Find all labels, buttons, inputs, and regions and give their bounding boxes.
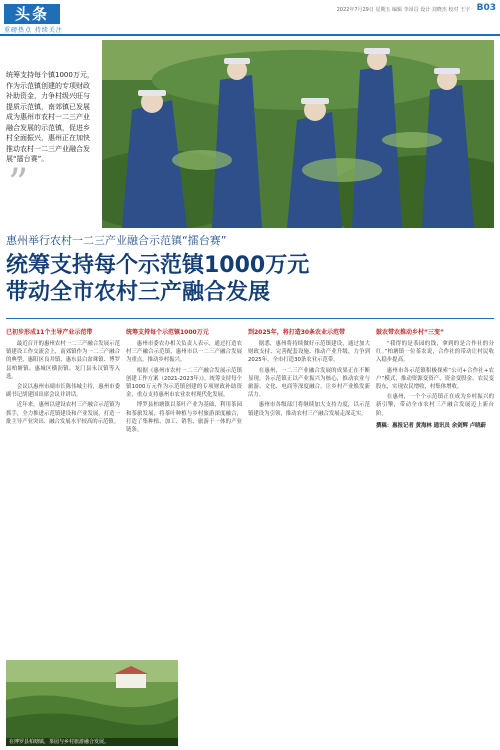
col4-paragraph: 在惠州，一个个示范镇正在成为乡村振兴的新引擎，带动全市农村三产融合发展迈上新台阶。	[376, 394, 494, 417]
col4-subhead: 鼓农带农推动乡村“三变”	[376, 329, 444, 336]
tea-pickers-photo	[102, 40, 494, 228]
col1-subhead: 已初步形成11个主导产业示范带	[6, 329, 93, 336]
lead-photo	[102, 40, 494, 228]
col4-paragraph: 惠州市各示范镇积极探索“公司+合作社+农户”模式，推动资源变资产、资金变股金、农民变股东，实现农民增收、村集体增收。	[376, 367, 494, 391]
column-1	[6, 326, 120, 654]
quote-mark-icon: ”	[8, 161, 29, 207]
col3-paragraph: 在惠州，一二三产业融合发展的成果正在不断显现。各示范镇正以产业振兴为核心，推动农业与旅游、文化、电商等深度融合，让乡村产业焕发新活力。	[248, 367, 370, 399]
col2-paragraph: 根据《惠州市农村一二三产融合发展示范镇创建工作方案（2021-2023年）》，统筹支持每个镇1000万元作为示范镇创建的专项财政补助资金，重点支持惠州市农业农村现代化发展。	[126, 367, 242, 399]
col2-paragraph: 惠州市委农办相关负责人表示，通过打造农村三产融合示范镇，惠州市以一二三产融合发展为重点，推动乡村振兴。	[126, 341, 242, 364]
column-3	[248, 326, 370, 746]
page-number: B03	[476, 3, 496, 13]
masthead-rule	[0, 34, 500, 36]
headline-line-2: 带动全市农村三产融合发展	[6, 280, 271, 305]
column-4	[376, 326, 494, 746]
headline-line-1: 统筹支持每个示范镇1000万元	[6, 253, 310, 278]
masthead	[0, 0, 500, 36]
inset-caption: 在博罗县柏塘镇，茶园与乡村旅游融合发展。	[6, 738, 178, 746]
headline-rule	[6, 318, 494, 319]
pull-quote-text: 统筹支持每个镇1000万元，作为示范镇创建的专项财政补助资金，力争村级兴旺与提质示范镇，南郊镇已发展成为惠州市农村一二三产业融合发展的示范镇，促进乡村全面振兴，惠州正在加快推动农村一二三产业融合发展“擂台赛”。	[6, 71, 94, 163]
col2-subhead: 统筹支持每个示范镇1000万元	[126, 329, 209, 336]
byline: 撰稿：惠报记者 黄海林 通讯员 余剑辉 卢晓蔚	[376, 422, 486, 429]
col2-paragraph: 博罗县柏塘镇以茶叶产业为基础，利用茶园和茶旅发展，将茶叶种植与乡村旅游深度融合，打造了集种植、加工、销售、旅游于一体的产业链条。	[126, 402, 242, 434]
tea-garden-photo	[6, 660, 178, 746]
col1-paragraph: 近年来，惠州以建设农村三产融合示范镇为抓手，全力推进示范镇建设和产业发展，打造一批主导产业突出、融合发展水平较高的示范镇。	[6, 402, 120, 425]
article-headline	[6, 252, 486, 306]
col1-paragraph: 最近召开的惠州农村一二三产融合发展示范镇建设工作交流会上，南郊镇作为一二三产融合的典型，惠阳区良井镇、惠东县白盆珠镇、博罗县柏塘镇、惠城区横沥镇、龙门县永汉镇等入选。	[6, 341, 120, 380]
section-brand: 头条	[4, 4, 60, 24]
inset-photo	[6, 660, 178, 746]
issue-line: 2022年7月29日 星期五 编辑 李昂昌 设计 刘晓杰 校对 王宇	[336, 7, 470, 13]
article-kicker: 惠州举行农村一二三产业融合示范镇“擂台赛”	[6, 234, 227, 247]
col3-subhead: 到2025年，将打造30条农业示范带	[248, 329, 346, 336]
brand-subtitle: 重磅热点 持续关注	[4, 27, 63, 34]
col1-paragraph: 会议以惠州市副市长陈伟城主持，惠州市委副书记胡建国出席会议并讲话。	[6, 384, 120, 399]
col3-paragraph: 惠州市各级部门将继续加大支持力度，以示范镇建设为引领，推动农村三产融合发展走深走实。	[248, 402, 370, 417]
col4-paragraph: “我得的是茶园的钱，拿到的是合作社的分红。”柏塘镇一位茶农说，合作社的带动让村民收入稳步提高。	[376, 341, 494, 364]
col3-paragraph: 据悉，惠州将持续做好示范镇建设，通过加大财政支持、完善配套设施、推动产业升级，力争到2025年，全市打造30条农业示范带。	[248, 341, 370, 364]
